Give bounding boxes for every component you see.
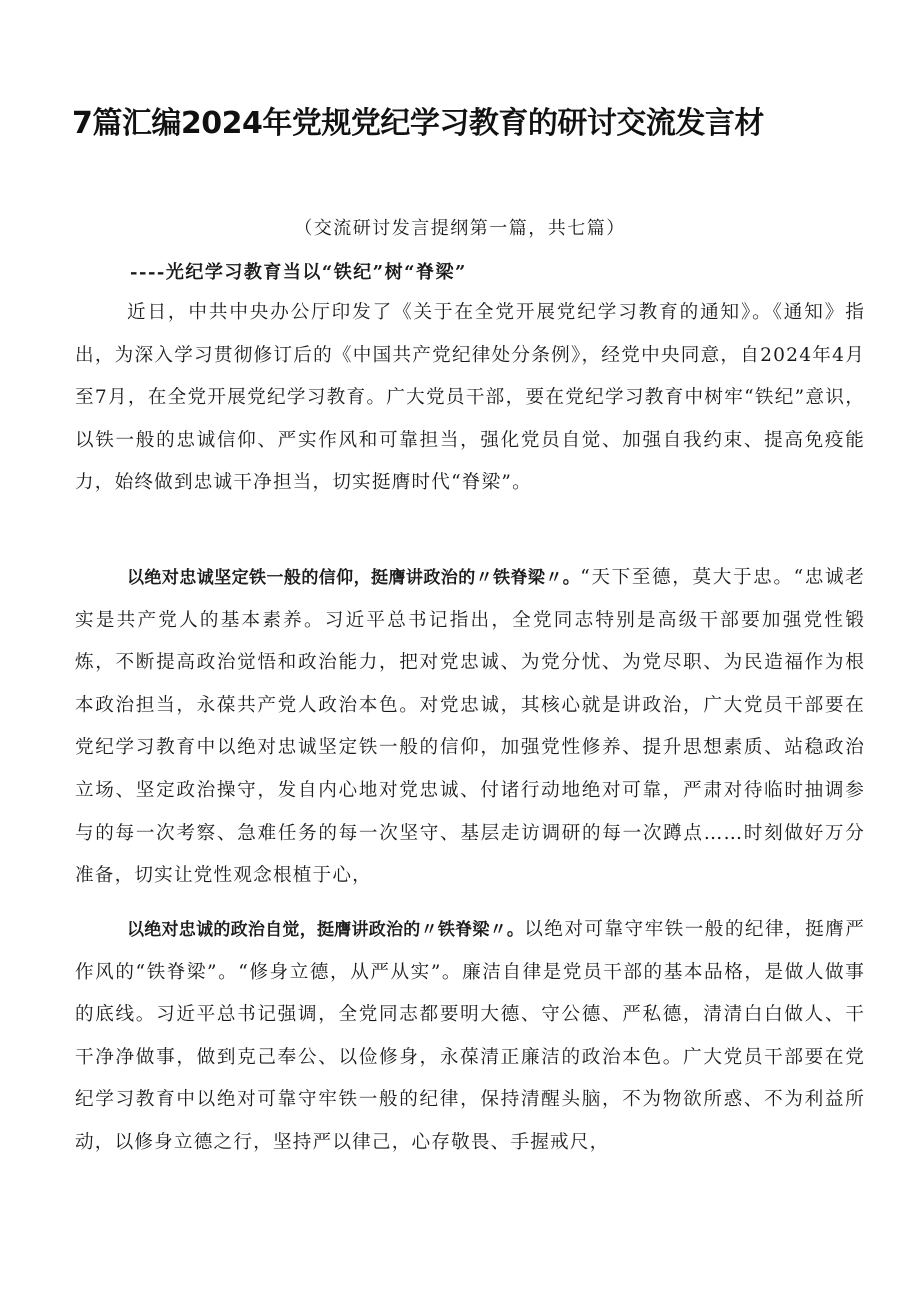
paragraph-text-3: 以绝对可靠守牢铁一般的纪律，挺膺严作风的“铁脊梁”。“修身立德，从严从实”。廉洁自律是党员干部的基本品格，是做人做事的底线。习近平总书记强调，全党同志都要明大德、守公德、严私德，清清白白做人、干干净净做事，做到克己奉公、以俭修身，永葆清正廉洁的政治本色。广大党员干部要在党纪学习教育中以绝对可靠守牢铁一般的纪律，保持清醒头脑，不为物欲所惑、不为利益所动，以修身立德之行，坚持严以律己，心存敬畏、手握戒尺，	[75, 919, 866, 1153]
paragraph-text-2: “天下至德，莫大于忠。“忠诚老实是共产党人的基本素养。习近平总书记指出，全党同志特别是高级干部要加强党性锻炼，不断提高政治觉悟和政治能力，把对党忠诚、为党分忧、为党尽职、为民造福作为根本政治担当，永葆共产党人政治本色。对党忠诚，其核心就是讲政治，广大党员干部要在党纪学习教育中以绝对忠诚坚定铁一般的信仰，加强党性修养、提升思想素质、站稳政治立场、坚定政治操守，发自内心地对党忠诚、付诸行动地绝对可靠，严肃对待临时抽调参与的每一次考察、急难任务的每一次坚守、基层走访调研的每一次蹲点……时刻做好万分准备，切实让党性观念根植于心，	[75, 567, 866, 887]
body-paragraph-3	[75, 909, 865, 1165]
document-subtitle: （交流研讨发言提纲第一篇，共七篇）	[294, 218, 626, 239]
paragraph-lead-2: 以绝对忠诚坚定铁一般的信仰，挺膺讲政治的〃铁脊梁〃。	[127, 568, 581, 588]
document-title: 7篇汇编2024年党规党纪学习教育的研讨交流发言材	[72, 106, 764, 141]
body-paragraph-2	[75, 557, 865, 898]
paragraph-lead-3: 以绝对忠诚的政治自觉，挺膺讲政治的〃铁脊梁〃。	[127, 920, 525, 940]
body-paragraph-1	[75, 292, 865, 505]
paragraph-text-1: 近日，中共中央办公厅印发了《关于在全党开展党纪学习教育的通知》。《通知》指出，为深入学习贯彻修订后的《中国共产党纪律处分条例》，经党中央同意，自2024年4月至7月，在全党开展党纪学习教育。广大党员干部，要在党纪学习教育中树牢“铁纪”意识，以铁一般的忠诚信仰、严实作风和可靠担当，强化党员自觉、加强自我约束、提高免疫能力，始终做到忠诚干净担当，切实挺膺时代“脊梁”。	[75, 302, 865, 494]
document-tagline: ----光纪学习教育当以“铁纪”树“脊梁”	[130, 262, 467, 283]
